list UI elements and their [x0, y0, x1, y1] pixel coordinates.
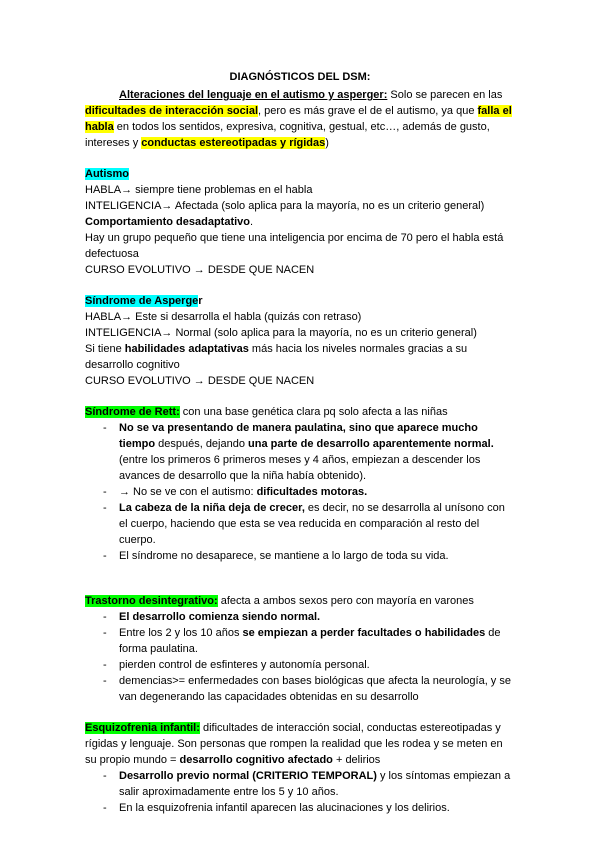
autismo-habla: HABLA→ siempre tiene problemas en el habla: [85, 184, 313, 196]
list-item: - → No se ve con el autismo: dificultades motoras.: [85, 484, 515, 500]
heading-autismo: Autismo: [85, 168, 129, 180]
asperger-habilidades: Si tiene habilidades adaptativas más hacia los niveles normales gracias a su desarrollo cognitivo: [85, 343, 468, 371]
list-item: - La cabeza de la niña deja de crecer, es decir, no se desarrolla al unísono con el cuerpo, haciendo que esta se vea reducida en comparación al resto del cuerpo.: [85, 500, 515, 548]
list-item: - En la esquizofrenia infantil aparecen las alucinaciones y los delirios.: [85, 800, 515, 816]
list-item: - demencias>= enfermedades con bases biológicas que afecta la neurología, y se van degenerando las capacidades obtenidas en su desarrollo: [85, 673, 515, 705]
asperger-habla: HABLA→ Este si desarrolla el habla (quizás con retraso): [85, 311, 362, 323]
heading-rett: Síndrome de Rett:: [85, 406, 180, 418]
list-item: - No se va presentando de manera paulatina, sino que aparece mucho tiempo después, dejando una parte de desarrollo aparentemente normal. (entre los primeros 6 primeros meses y 4 años, empiezan a descender los avances de desarrollo que la niña había obtenido).: [85, 420, 515, 484]
autismo-inteligencia: INTELIGENCIA→ Afectada (solo aplica para la mayoría, no es un criterio general): [85, 200, 485, 212]
rett-list: [85, 420, 515, 564]
document-content: [85, 69, 515, 816]
intro-heading: Alteraciones del lenguaje en el autismo y asperger:: [119, 89, 388, 101]
heading-desintegrativo: Trastorno desintegrativo:: [85, 595, 218, 607]
section-asperger: Síndrome de Asperger HABLA→ Este si desarrolla el habla (quizás con retraso) INTELIGENCIA→ Normal (solo aplica para la mayoría, no es un criterio general) Si tiene habilidades adaptativas más hacia los niveles normales gracias a su desarrollo cognitivo CURSO EVOLUTIVO → DESDE QUE NACEN: [85, 293, 515, 389]
section-autismo: [85, 166, 515, 278]
intro-paragraph: Alteraciones del lenguaje en el autismo y asperger: Solo se parecen en las dificultades de interacción social, pero es más grave el de el autismo, ya que falla el habla en todos los sentidos, expresiva, cognitiva, gestual, etc…, además de gusto, intereses y conductas estereotipadas y rígidas): [85, 89, 512, 149]
esquizofrenia-intro: Esquizofrenia infantil: dificultades de interacción social, conductas estereotipadas y rígidas y lenguaje. Son personas que rompen la realidad que les rodea y se meten en su propio mundo = desarrollo cognitivo afectado + delirios: [85, 722, 503, 766]
heading-esquizofrenia: Esquizofrenia infantil:: [85, 722, 200, 734]
section-esquizofrenia: [85, 720, 515, 816]
desintegrativo-list: [85, 609, 515, 705]
autismo-comportamiento: Comportamiento desadaptativo.: [85, 216, 254, 228]
asperger-inteligencia: INTELIGENCIA→ Normal (solo aplica para la mayoría, no es un criterio general): [85, 327, 477, 339]
esquizofrenia-list: [85, 768, 515, 816]
list-item: - Desarrollo previo normal (CRITERIO TEMPORAL) y los síntomas empiezan a salir aproximadamente entre los 5 y 10 años.: [85, 768, 515, 800]
asperger-curso: CURSO EVOLUTIVO → DESDE QUE NACEN: [85, 375, 315, 387]
document-title: DIAGNÓSTICOS DEL DSM:: [229, 71, 371, 83]
autismo-grupo: Hay un grupo pequeño que tiene una inteligencia por encima de 70 pero el habla está defectuosa: [85, 232, 504, 260]
list-item: - Entre los 2 y los 10 años se empiezan a perder facultades o habilidades de forma paulatina.: [85, 625, 515, 657]
section-desintegrativo: Trastorno desintegrativo: afecta a ambos sexos pero con mayoría en varones - El desarrollo comienza siendo normal. - Entre los 2 y los 10 años se empiezan a perder facultades o habilidades de forma paulatina. - pierden control de esfinteres y autonomía personal. - demencias>= enfermedades con bases biológicas que afecta la neurología, y se van degenerando las capacidades obtenidas en su desarrollo: [85, 593, 515, 705]
list-item: - pierden control de esfinteres y autonomía personal.: [85, 657, 515, 673]
highlight-interaccion: dificultades de interacción social: [85, 105, 258, 117]
highlight-habla: falla el habla: [85, 105, 512, 133]
list-item: - El desarrollo comienza siendo normal.: [85, 609, 515, 625]
autismo-curso: CURSO EVOLUTIVO → DESDE QUE NACEN: [85, 264, 315, 276]
section-rett: Síndrome de Rett: con una base genética clara pq solo afecta a las niñas - No se va presentando de manera paulatina, sino que aparece mucho tiempo después, dejando una parte de desarrollo aparentemente normal. (entre los primeros 6 primeros meses y 4 años, empiezan a descender los avances de desarrollo que la niña había obtenido). - → No se ve con el autismo: dificultades motoras. - La cabeza de la niña deja de crecer, es decir, no se desarrolla al unísono con el cuerpo, haciendo que esta se vea reducida en comparación al resto del cuerpo. - El síndrome no desaparece, se mantiene a lo largo de toda su vida.: [85, 404, 515, 564]
list-item: - El síndrome no desaparece, se mantiene a lo largo de toda su vida.: [85, 548, 515, 564]
highlight-conductas: conductas estereotipadas y rígidas: [141, 137, 326, 149]
heading-asperger: Síndrome de Asperge: [85, 295, 199, 307]
